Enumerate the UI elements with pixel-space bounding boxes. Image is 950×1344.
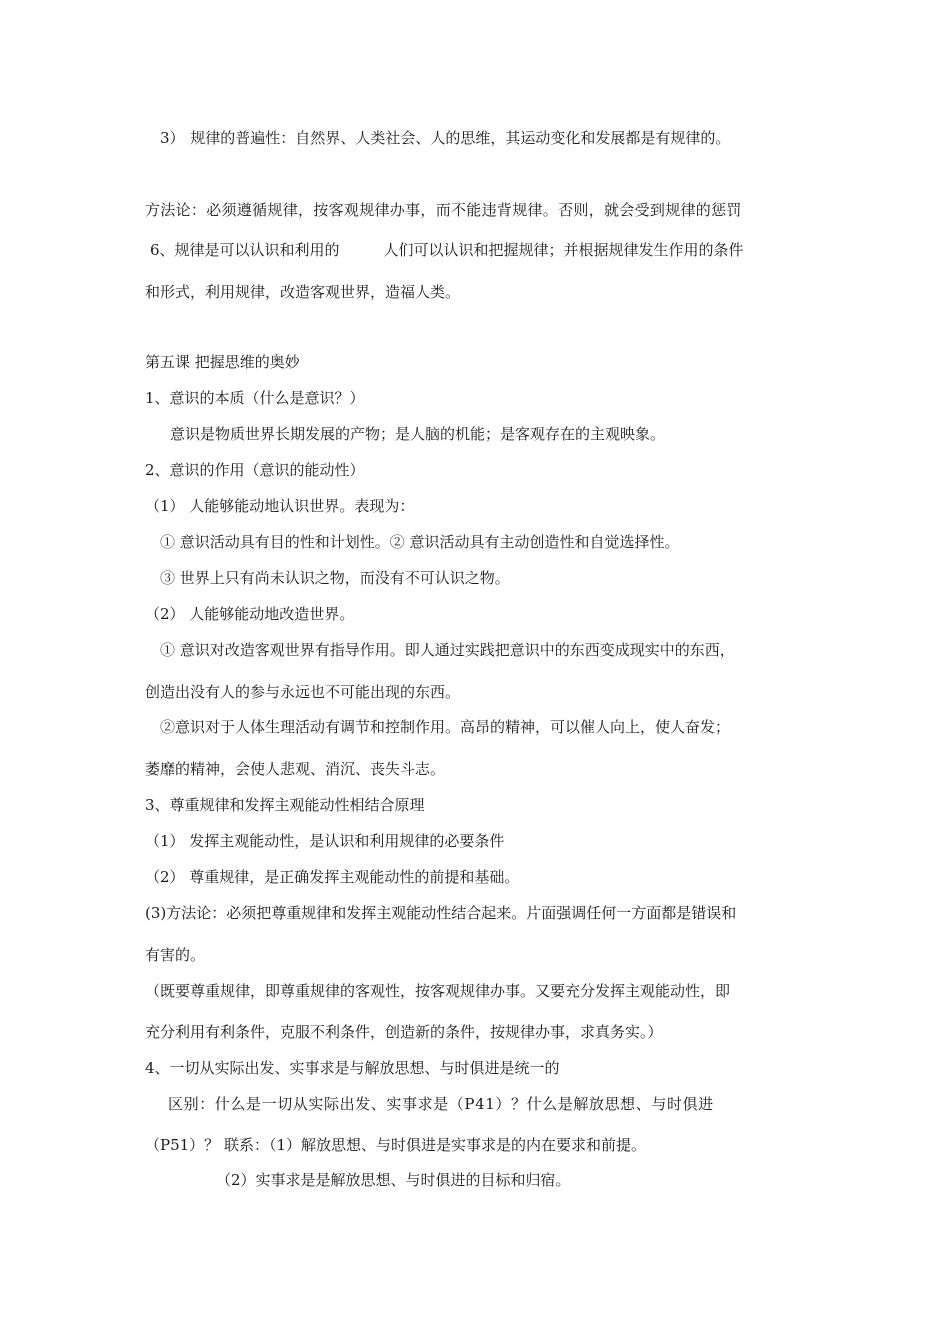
text-line: 充分利用有利条件，克服不利条件，创造新的条件，按规律办事，求真务实。） bbox=[145, 1023, 663, 1041]
text-line: （2） 人能够能动地改造世界。 bbox=[145, 605, 355, 623]
text-line: ① 意识活动具有目的性和计划性。② 意识活动具有主动创造性和自觉选择性。 bbox=[160, 533, 680, 551]
text-line: 3） 规律的普遍性：自然界、人类社会、人的思维，其运动变化和发展都是有规律的。 bbox=[160, 129, 731, 147]
text-line: ③ 世界上只有尚未认识之物，而没有不可认识之物。 bbox=[160, 569, 510, 587]
text-line: 1、意识的本质（什么是意识？） bbox=[145, 389, 365, 407]
text-line: 3、尊重规律和发挥主观能动性相结合原理 bbox=[145, 796, 425, 814]
text-line: 萎靡的精神，会使人悲观、消沉、丧失斗志。 bbox=[145, 760, 446, 778]
text-line bbox=[150, 240, 744, 260]
text-line: （2） 尊重规律，是正确发挥主观能动性的前提和基础。 bbox=[145, 868, 520, 886]
text-line: 方法论：必须遵循规律，按客观规律办事，而不能违背规律。否则，就会受到规律的惩罚 bbox=[145, 201, 742, 219]
text-line: 2、意识的作用（意识的能动性） bbox=[145, 461, 365, 479]
text-line: （2）实事求是是解放思想、与时俱进的目标和归宿。 bbox=[216, 1171, 571, 1189]
text-segment: 6、规律是可以认识和利用的 bbox=[150, 241, 340, 259]
text-line: （1） 人能够能动地认识世界。表现为： bbox=[145, 497, 415, 515]
text-line: (3)方法论：必须把尊重规律和发挥主观能动性结合起来。片面强调任何一方面都是错误和 bbox=[145, 904, 737, 922]
section-title: 第五课 把握思维的奥妙 bbox=[145, 353, 300, 371]
text-line: 创造出没有人的参与永远也不可能出现的东西。 bbox=[145, 683, 461, 701]
text-line: （P51）？ 联系：（1）解放思想、与时俱进是实事求是的内在要求和前提。 bbox=[145, 1136, 646, 1154]
text-line: ②意识对于人体生理活动有调节和控制作用。高昂的精神，可以催人向上，使人奋发； bbox=[160, 718, 731, 736]
text-line: 和形式，利用规律，改造客观世界，造福人类。 bbox=[145, 283, 461, 301]
text-line: 区别：什么是一切从实际出发、实事求是（P41）？什么是解放思想、与时俱进 bbox=[168, 1095, 714, 1113]
text-line: 4、一切从实际出发、实事求是与解放思想、与时俱进是统一的 bbox=[145, 1059, 560, 1077]
text-line: 有害的。 bbox=[145, 946, 206, 964]
text-line: ① 意识对改造客观世界有指导作用。即人通过实践把意识中的东西变成现实中的东西， bbox=[160, 641, 735, 659]
text-segment: 人们可以认识和把握规律；并根据规律发生作用的条件 bbox=[383, 241, 744, 259]
text-line: （既要尊重规律，即尊重规律的客观性，按客观规律办事。又要充分发挥主观能动性，即 bbox=[145, 982, 731, 1000]
text-line: （1） 发挥主观能动性，是认识和利用规律的必要条件 bbox=[145, 832, 505, 850]
text-line: 意识是物质世界长期发展的产物；是人脑的机能；是客观存在的主观映象。 bbox=[170, 425, 666, 443]
